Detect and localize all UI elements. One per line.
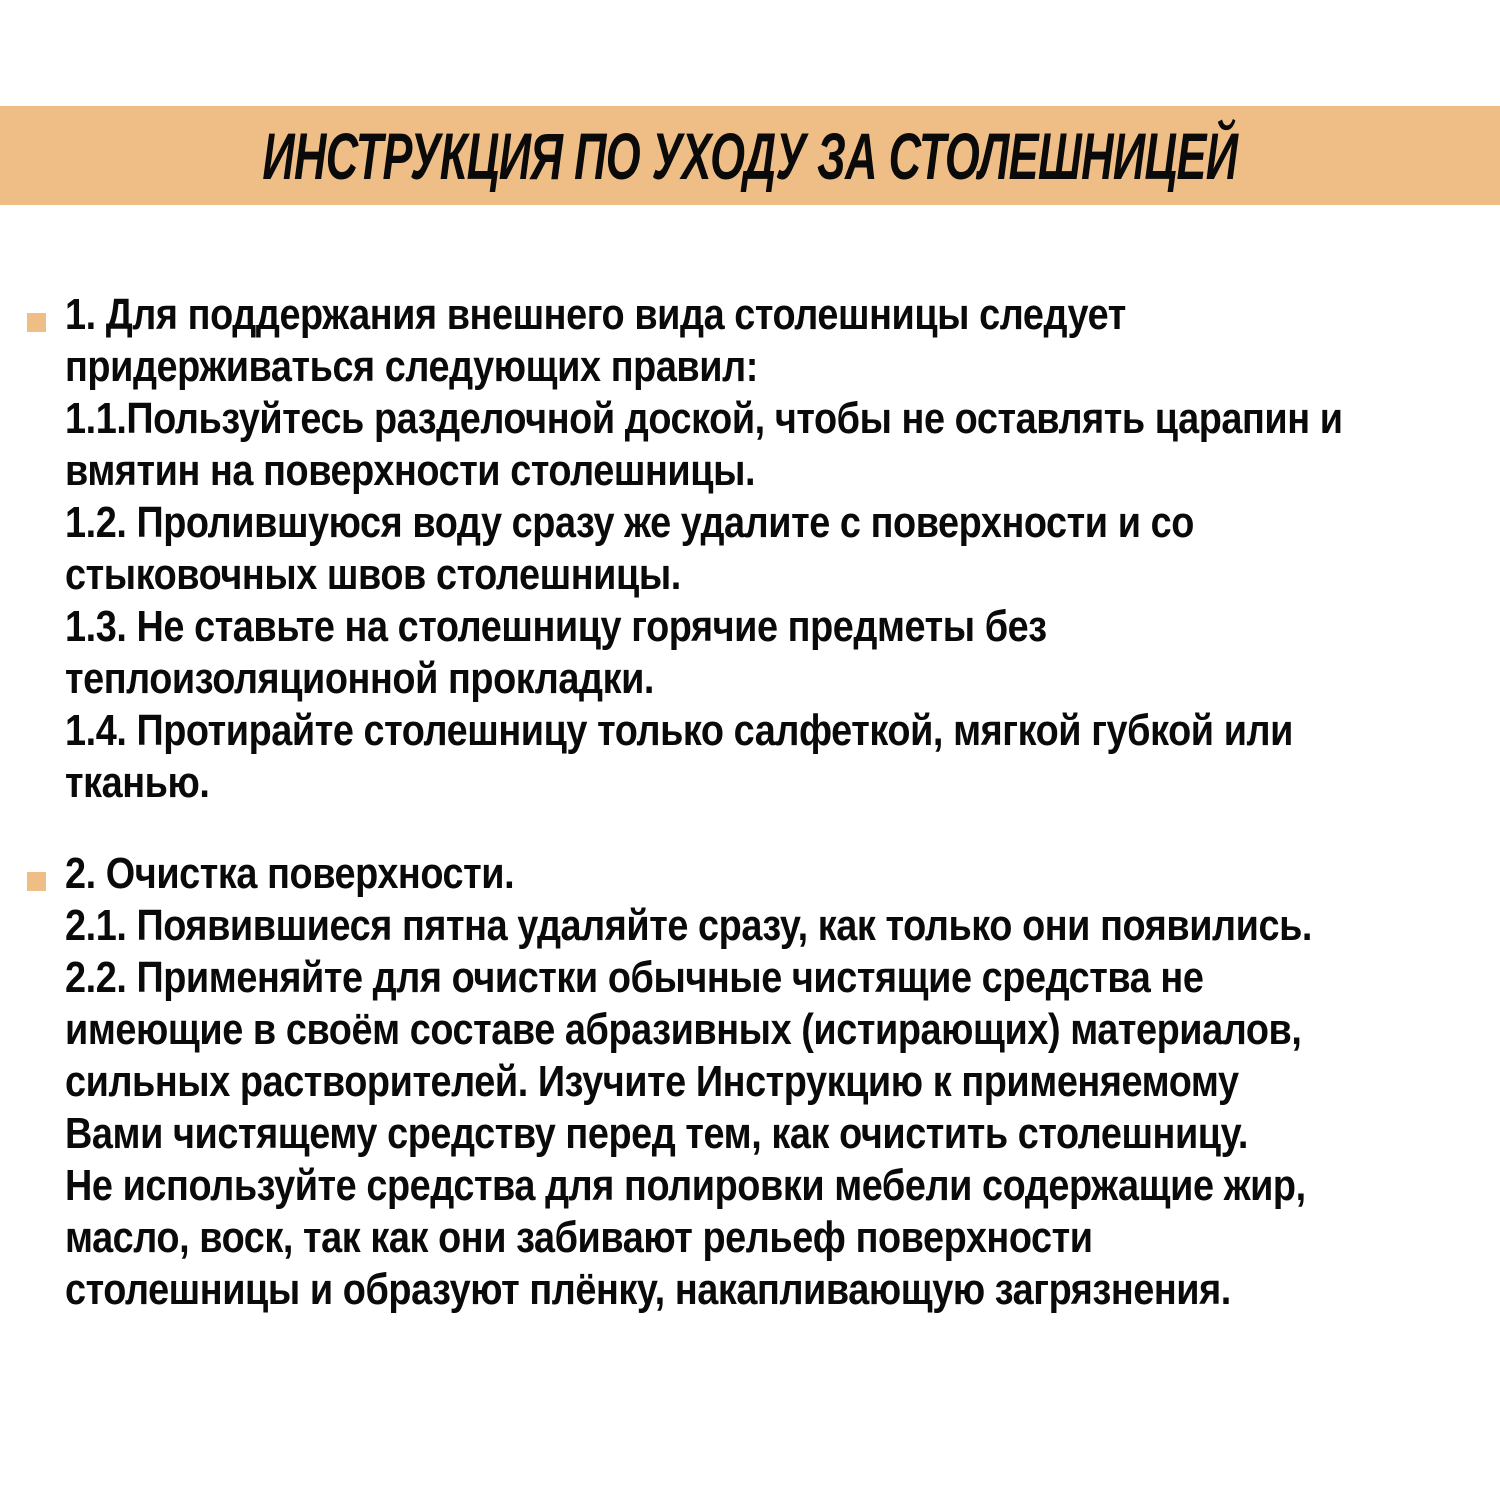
- text-line: Не используйте средства для полировки мебели содержащие жир,: [65, 1161, 1306, 1210]
- text-line: стыковочных швов столешницы.: [65, 550, 681, 599]
- section-surface-cleaning: [27, 848, 1487, 1316]
- bullet-marker: [27, 872, 46, 891]
- text-line: 1.3. Не ставьте на столешницу горячие предметы без: [65, 602, 1047, 651]
- text-line: сильных растворителей. Изучите Инструкцию к применяемому: [65, 1057, 1239, 1106]
- text-line: придерживаться следующих правил:: [65, 342, 758, 391]
- text-line: 1. Для поддержания внешнего вида столешницы следует: [65, 290, 1126, 339]
- text-line: тканью.: [65, 758, 210, 807]
- text-line: 1.2. Пролившуюся воду сразу же удалите с поверхности и со: [65, 498, 1194, 547]
- title-band: [0, 106, 1500, 205]
- text-line: 1.4. Протирайте столешницу только салфеткой, мягкой губкой или: [65, 706, 1293, 755]
- text-line: 1.1.Пользуйтесь разделочной доской, чтобы не оставлять царапин и: [65, 394, 1343, 443]
- text-line: 2.1. Появившиеся пятна удаляйте сразу, как только они появились.: [65, 901, 1312, 950]
- text-line: имеющие в своём составе абразивных (истирающих) материалов,: [65, 1005, 1302, 1054]
- text-line: вмятин на поверхности столешницы.: [65, 446, 756, 495]
- page-title: ИНСТРУКЦИЯ ПО УХОДУ ЗА СТОЛЕШНИЦЕЙ: [262, 118, 1238, 193]
- text-line: масло, воск, так как они забивают рельеф поверхности: [65, 1213, 1093, 1262]
- section-text: [65, 848, 1312, 1316]
- text-line: столешницы и образуют плёнку, накапливающую загрязнения.: [65, 1265, 1231, 1314]
- bullet-marker: [27, 313, 46, 332]
- section-care-rules: [27, 289, 1487, 809]
- document-body: [27, 289, 1487, 1355]
- text-line: теплоизоляционной прокладки.: [65, 654, 655, 703]
- section-text: [65, 289, 1343, 809]
- text-line: 2.2. Применяйте для очистки обычные чистящие средства не: [65, 953, 1204, 1002]
- text-line: Вами чистящему средству перед тем, как очистить столешницу.: [65, 1109, 1249, 1158]
- text-line: 2. Очистка поверхности.: [65, 849, 515, 898]
